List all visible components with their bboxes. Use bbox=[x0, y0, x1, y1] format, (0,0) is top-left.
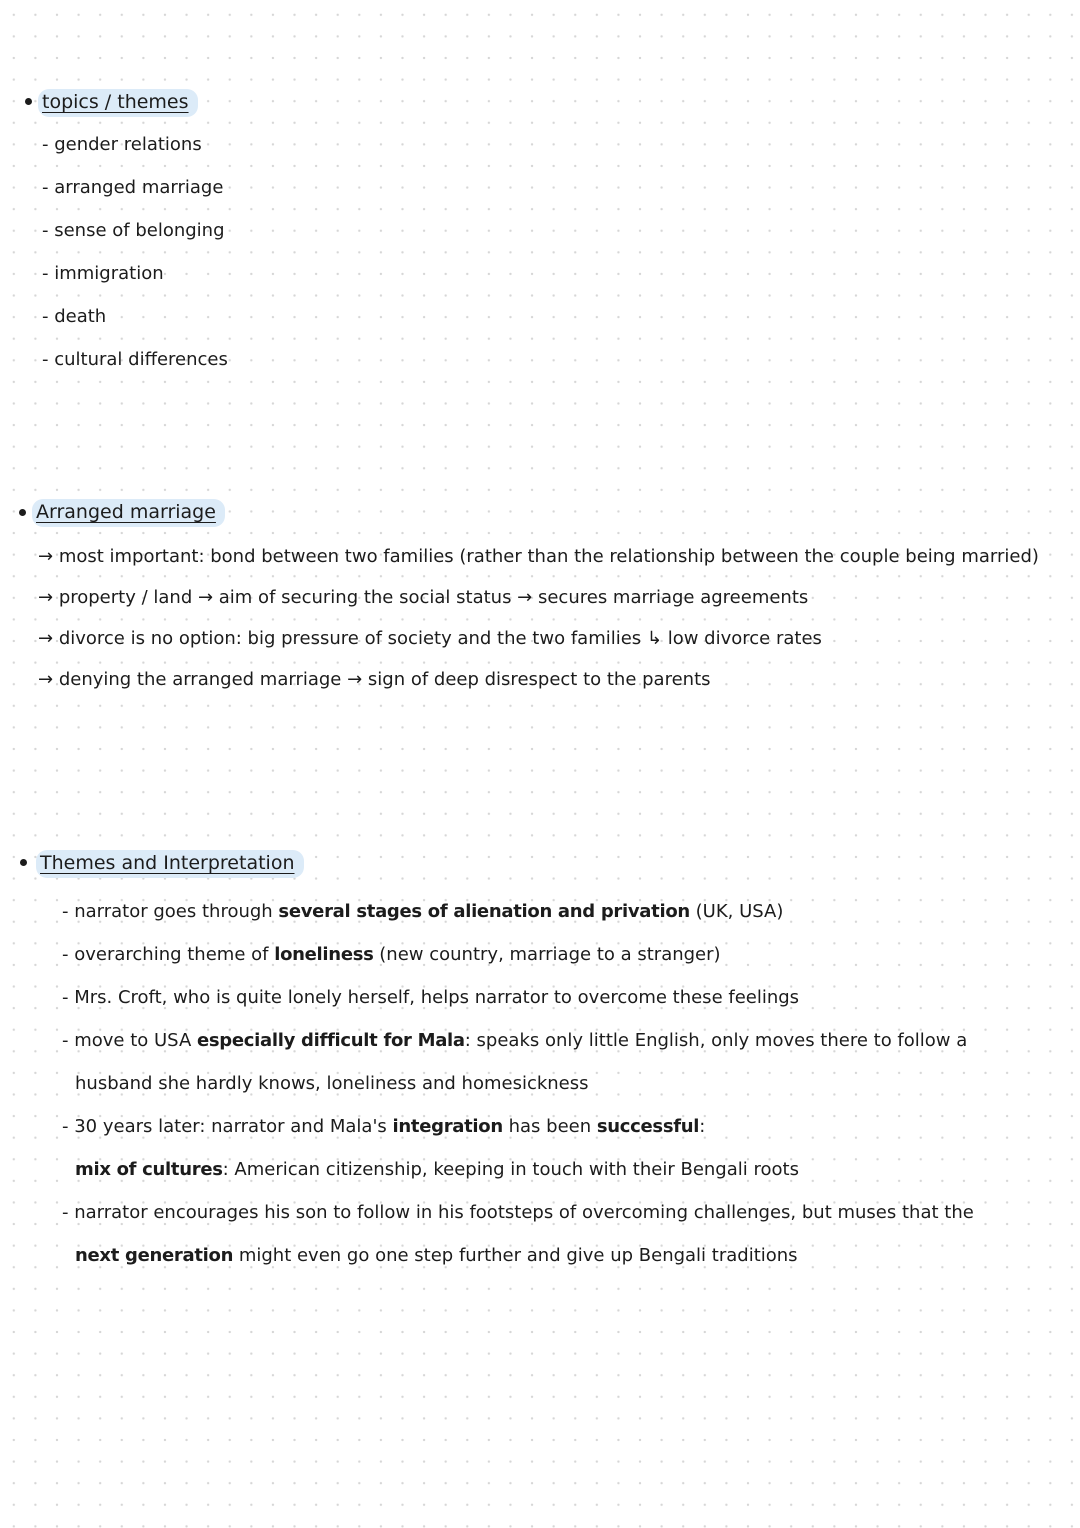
bullet-icon bbox=[20, 859, 27, 866]
list-item: - sense of belonging bbox=[42, 220, 225, 241]
arrow-icon: → bbox=[38, 628, 54, 649]
list-item: - gender relations bbox=[42, 134, 202, 155]
note-line: mix of cultures: American citizenship, keeping in touch with their Bengali roots bbox=[75, 1159, 799, 1180]
note-line: - overarching theme of loneliness (new country, marriage to a stranger) bbox=[62, 944, 721, 965]
note-line: husband she hardly knows, loneliness and homesickness bbox=[75, 1073, 589, 1094]
note-line: → property / land → aim of securing the social status → secures marriage agreements bbox=[38, 587, 809, 608]
arrow-icon: → bbox=[38, 669, 54, 690]
note-line: → most important: bond between two families (rather than the relationship between the couple being married) bbox=[38, 546, 1039, 567]
list-item: - death bbox=[42, 306, 107, 327]
arranged-marriage-heading: Arranged marriage bbox=[32, 499, 225, 527]
arrow-icon: → bbox=[38, 587, 54, 608]
note-line: - Mrs. Croft, who is quite lonely herself, helps narrator to overcome these feelings bbox=[62, 987, 800, 1008]
note-line: - move to USA especially difficult for Mala: speaks only little English, only moves there to follow a bbox=[62, 1030, 968, 1051]
list-item: - immigration bbox=[42, 263, 164, 284]
bullet-icon bbox=[19, 509, 26, 516]
arrow-icon: → bbox=[38, 546, 54, 567]
note-line: - narrator encourages his son to follow in his footsteps of overcoming challenges, but muses that the bbox=[62, 1202, 974, 1223]
note-line: next generation might even go one step further and give up Bengali traditions bbox=[75, 1245, 798, 1266]
note-line: - 30 years later: narrator and Mala's integration has been successful: bbox=[62, 1116, 706, 1137]
topics-heading: topics / themes bbox=[38, 89, 198, 117]
bullet-icon bbox=[25, 98, 32, 105]
list-item: - cultural differences bbox=[42, 349, 228, 370]
themes-heading: Themes and Interpretation bbox=[36, 850, 304, 878]
list-item: - arranged marriage bbox=[42, 177, 224, 198]
note-line: - narrator goes through several stages of alienation and privation (UK, USA) bbox=[62, 901, 784, 922]
note-line: → divorce is no option: big pressure of society and the two families ↳ low divorce rates bbox=[38, 628, 822, 649]
note-line: → denying the arranged marriage → sign of deep disrespect to the parents bbox=[38, 669, 711, 690]
